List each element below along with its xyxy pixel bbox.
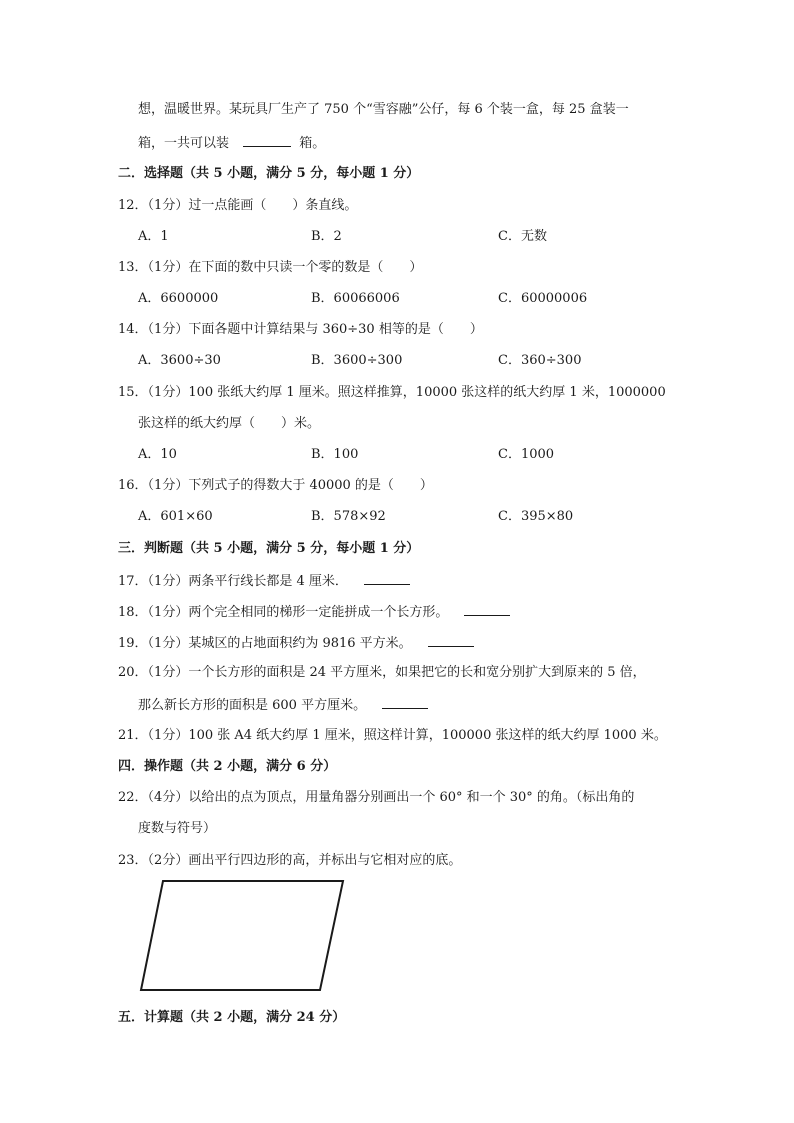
q15-option-c[interactable]: C．1000	[498, 447, 555, 462]
q20-answer-blank[interactable]	[382, 694, 428, 709]
q16-option-b[interactable]: B．578×92	[311, 509, 386, 524]
q18-answer-blank[interactable]	[464, 601, 510, 616]
q16-option-c[interactable]: C．395×80	[498, 509, 574, 524]
q15-option-a[interactable]: A．10	[138, 447, 177, 462]
q14-option-a[interactable]: A．3600÷30	[138, 353, 221, 368]
parallelogram-figure[interactable]	[138, 878, 348, 996]
q12-option-c[interactable]: C．无数	[498, 229, 547, 244]
q17-answer-blank[interactable]	[364, 570, 410, 585]
section4-title: 四．操作题（共 2 小题，满分 6 分）	[118, 759, 337, 774]
q21-stem: 21．（1分）100 张 A4 纸大约厚 1 厘米，照这样计算，100000 张这样的纸大约厚 1000 米。	[118, 728, 667, 743]
q11-line2-text-a: 箱，一共可以装	[138, 136, 230, 151]
section5-title: 五．计算题（共 2 小题，满分 24 分）	[118, 1010, 346, 1025]
q12-option-b[interactable]: B．2	[311, 229, 342, 244]
q16-option-a[interactable]: A．601×60	[138, 509, 213, 524]
q20-stem-line2: 那么新长方形的面积是 600 平方厘米。	[138, 698, 367, 713]
parallelogram-shape[interactable]	[141, 881, 343, 990]
q16-stem: 16．（1分）下列式子的得数大于 40000 的是（ ）	[118, 478, 433, 493]
q11-line1: 想，温暖世界。某玩具厂生产了 750 个“雪容融”公仔，每 6 个装一盒，每 25 盒装一	[138, 102, 629, 117]
q18-stem: 18．（1分）两个完全相同的梯形一定能拼成一个长方形。	[118, 605, 449, 620]
q13-option-b[interactable]: B．60066006	[311, 291, 400, 306]
section2-title: 二．选择题（共 5 小题，满分 5 分，每小题 1 分）	[118, 166, 420, 181]
q15-option-b[interactable]: B．100	[311, 447, 359, 462]
q15-stem-line2: 张这样的纸大约厚（ ）米。	[138, 416, 321, 431]
q12-option-a[interactable]: A．1	[138, 229, 169, 244]
q23-stem: 23．（2分）画出平行四边形的高，并标出与它相对应的底。	[118, 853, 462, 868]
q19-answer-blank[interactable]	[428, 632, 474, 647]
q11-line2-text-b: 箱。	[299, 136, 326, 151]
q14-stem: 14．（1分）下面各题中计算结果与 360÷30 相等的是（ ）	[118, 322, 483, 337]
q14-option-c[interactable]: C．360÷300	[498, 353, 582, 368]
q13-stem: 13．（1分）在下面的数中只读一个零的数是（ ）	[118, 260, 423, 275]
q13-option-a[interactable]: A．6600000	[138, 291, 219, 306]
q17-row	[118, 570, 410, 592]
section3-title: 三．判断题（共 5 小题，满分 5 分，每小题 1 分）	[118, 541, 420, 556]
q22-stem-line2: 度数与符号）	[138, 821, 217, 836]
q22-stem-line1: 22．（4分）以给出的点为顶点，用量角器分别画出一个 60° 和一个 30° 的角。（标出角的	[118, 790, 635, 805]
q11-answer-blank[interactable]	[243, 132, 291, 147]
q19-stem: 19．（1分）某城区的占地面积约为 9816 平方米。	[118, 636, 412, 651]
q11-line2	[138, 132, 325, 154]
q14-option-b[interactable]: B．3600÷300	[311, 353, 403, 368]
q18-row	[118, 601, 510, 623]
q13-option-c[interactable]: C．60000006	[498, 291, 588, 306]
q19-row	[118, 632, 474, 654]
q20-row2	[138, 694, 428, 716]
q12-stem: 12．（1分）过一点能画（ ）条直线。	[118, 198, 358, 213]
q20-stem-line1: 20．（1分）一个长方形的面积是 24 平方厘米，如果把它的长和宽分别扩大到原来的 5 倍，	[118, 665, 646, 680]
q15-stem-line1: 15．（1分）100 张纸大约厚 1 厘米。照这样推算，10000 张这样的纸大约厚 1 米，1000000	[118, 385, 666, 400]
q17-stem: 17．（1分）两条平行线长都是 4 厘米．	[118, 574, 348, 589]
